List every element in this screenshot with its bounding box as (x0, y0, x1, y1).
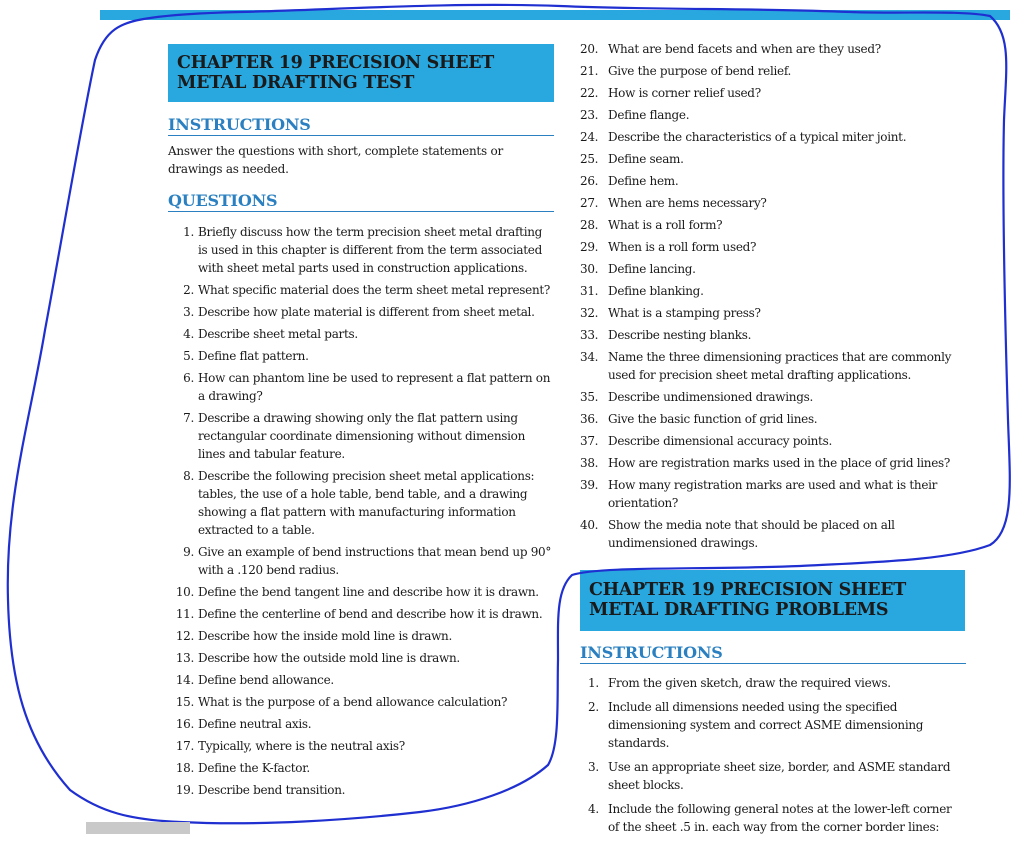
item-number: 31. (580, 284, 599, 298)
page-tab-fragment (86, 822, 190, 834)
list-item (580, 410, 966, 428)
questions-list-left (168, 223, 554, 799)
item-text: Describe how the inside mold line is drawn. (198, 629, 452, 643)
test-instructions-heading: INSTRUCTIONS (168, 115, 554, 136)
item-number: 21. (580, 64, 599, 78)
item-number: 20. (580, 42, 599, 56)
questions-list-right (580, 40, 966, 552)
item-text: What is a roll form? (608, 218, 723, 232)
list-item (170, 715, 554, 733)
item-text: Define seam. (608, 152, 684, 166)
item-text: Give the purpose of bend relief. (608, 64, 792, 78)
list-item (580, 800, 966, 836)
item-number: 40. (580, 518, 599, 532)
problems-title-banner (580, 570, 965, 631)
list-item (170, 759, 554, 777)
list-item (580, 172, 966, 190)
item-number: 28. (580, 218, 599, 232)
item-text: Define the bend tangent line and describe how it is drawn. (198, 585, 539, 599)
item-number: 12. (175, 629, 194, 643)
item-text: Define bend allowance. (198, 673, 334, 687)
list-item (170, 649, 554, 667)
list-item (170, 543, 554, 579)
item-number: 35. (580, 390, 599, 404)
list-item (580, 698, 966, 752)
list-item (170, 303, 554, 321)
problems-instructions-heading: INSTRUCTIONS (580, 643, 966, 664)
problems-instructions-list (580, 674, 966, 836)
item-number: 34. (580, 350, 599, 364)
item-text: How are registration marks used in the place of grid lines? (608, 456, 951, 470)
test-instructions-text: Answer the questions with short, complete statements or drawings as needed. (168, 144, 503, 176)
list-item (580, 128, 966, 146)
item-text: Use an appropriate sheet size, border, and ASME standard sheet blocks. (608, 760, 951, 792)
test-title-line2: METAL DRAFTING TEST (177, 73, 415, 93)
list-item (580, 150, 966, 168)
list-item (170, 409, 554, 463)
item-number: 37. (580, 434, 599, 448)
list-item (580, 326, 966, 344)
list-item (580, 238, 966, 256)
list-item (580, 674, 966, 692)
item-text: What are bend facets and when are they used? (608, 42, 881, 56)
item-number: 2. (588, 700, 599, 714)
list-item (580, 216, 966, 234)
item-text: Describe how plate material is different from sheet metal. (198, 305, 535, 319)
item-number: 19. (175, 783, 194, 797)
item-number: 23. (580, 108, 599, 122)
list-item (170, 223, 554, 277)
item-number: 4. (183, 327, 194, 341)
item-number: 14. (175, 673, 194, 687)
item-number: 32. (580, 306, 599, 320)
item-number: 26. (580, 174, 599, 188)
list-item (580, 304, 966, 322)
list-item (170, 781, 554, 799)
problems-title-line2: METAL DRAFTING PROBLEMS (589, 600, 889, 620)
item-text: When is a roll form used? (608, 240, 757, 254)
item-text: How is corner relief used? (608, 86, 761, 100)
list-item (170, 671, 554, 689)
list-item (580, 84, 966, 102)
list-item (580, 476, 966, 512)
item-number: 30. (580, 262, 599, 276)
item-number: 25. (580, 152, 599, 166)
item-number: 22. (580, 86, 599, 100)
item-text: When are hems necessary? (608, 196, 767, 210)
item-text: Describe a drawing showing only the flat pattern using rectangular coordinate dimensioning without dimension lines and tabular feature. (198, 411, 526, 461)
test-title-line1: CHAPTER 19 PRECISION SHEET (177, 53, 495, 73)
list-item (170, 369, 554, 405)
item-text: Define flange. (608, 108, 690, 122)
item-text: What is the purpose of a bend allowance calculation? (198, 695, 508, 709)
item-text: Describe the following precision sheet metal applications: tables, the use of a hole table, bend table, and a drawing showing a flat pattern with manufacturing information extracted to a table. (198, 469, 535, 537)
list-item (580, 758, 966, 794)
item-text: Describe the characteristics of a typical miter joint. (608, 130, 907, 144)
problems-title-line1: CHAPTER 19 PRECISION SHEET (589, 580, 907, 600)
item-text: Define the centerline of bend and describe how it is drawn. (198, 607, 543, 621)
item-number: 6. (183, 371, 194, 385)
item-text: Define flat pattern. (198, 349, 309, 363)
list-item (170, 737, 554, 755)
item-number: 36. (580, 412, 599, 426)
item-text: Typically, where is the neutral axis? (198, 739, 405, 753)
item-text: Define blanking. (608, 284, 704, 298)
list-item (170, 693, 554, 711)
item-number: 8. (183, 469, 194, 483)
item-number: 4. (588, 802, 599, 816)
list-item (580, 62, 966, 80)
item-text: Describe bend transition. (198, 783, 346, 797)
item-text: How can phantom line be used to represent a flat pattern on a drawing? (198, 371, 551, 403)
list-item (170, 627, 554, 645)
list-item (580, 454, 966, 472)
item-number: 2. (183, 283, 194, 297)
item-number: 29. (580, 240, 599, 254)
right-column (580, 40, 966, 842)
list-item (170, 583, 554, 601)
item-number: 3. (183, 305, 194, 319)
left-column (168, 44, 554, 803)
item-number: 1. (183, 225, 194, 239)
item-text: Give an example of bend instructions that mean bend up 90° with a .120 bend radius. (198, 545, 552, 577)
list-item (170, 325, 554, 343)
item-number: 11. (175, 607, 194, 621)
item-text: Briefly discuss how the term precision sheet metal drafting is used in this chapter is different from the term associated with sheet metal parts used in construction applications. (198, 225, 543, 275)
item-text: What specific material does the term sheet metal represent? (198, 283, 551, 297)
item-number: 17. (175, 739, 194, 753)
item-text: Give the basic function of grid lines. (608, 412, 818, 426)
list-item (170, 281, 554, 299)
item-number: 24. (580, 130, 599, 144)
item-number: 3. (588, 760, 599, 774)
item-number: 38. (580, 456, 599, 470)
list-item (580, 282, 966, 300)
item-text: Describe how the outside mold line is drawn. (198, 651, 460, 665)
item-number: 16. (175, 717, 194, 731)
item-number: 1. (588, 676, 599, 690)
item-number: 13. (175, 651, 194, 665)
item-text: What is a stamping press? (608, 306, 761, 320)
item-number: 15. (175, 695, 194, 709)
item-text: Show the media note that should be placed on all undimensioned drawings. (608, 518, 895, 550)
item-text: Include all dimensions needed using the specified dimensioning system and correct ASME dimensioning standards. (608, 700, 924, 750)
item-number: 33. (580, 328, 599, 342)
item-text: Describe undimensioned drawings. (608, 390, 813, 404)
test-title-banner (168, 44, 554, 102)
list-item (580, 194, 966, 212)
item-text: Define hem. (608, 174, 679, 188)
list-item (170, 605, 554, 623)
item-number: 18. (175, 761, 194, 775)
item-text: Describe dimensional accuracy points. (608, 434, 832, 448)
list-item (580, 260, 966, 278)
item-text: Define the K-factor. (198, 761, 310, 775)
list-item (580, 516, 966, 552)
item-text: Include the following general notes at the lower-left corner of the sheet .5 in. each way from the corner border lines: (608, 802, 952, 834)
item-number: 5. (183, 349, 194, 363)
item-text: How many registration marks are used and what is their orientation? (608, 478, 938, 510)
list-item (580, 432, 966, 450)
top-color-bar (100, 10, 1010, 20)
item-number: 7. (183, 411, 194, 425)
list-item (580, 348, 966, 384)
item-number: 10. (175, 585, 194, 599)
item-text: Describe nesting blanks. (608, 328, 752, 342)
list-item (580, 388, 966, 406)
item-number: 9. (183, 545, 194, 559)
item-number: 27. (580, 196, 599, 210)
item-text: Define lancing. (608, 262, 696, 276)
questions-heading: QUESTIONS (168, 191, 554, 212)
list-item (580, 106, 966, 124)
item-text: Describe sheet metal parts. (198, 327, 358, 341)
item-text: From the given sketch, draw the required views. (608, 676, 891, 690)
item-number: 39. (580, 478, 599, 492)
item-text: Define neutral axis. (198, 717, 312, 731)
item-text: Name the three dimensioning practices that are commonly used for precision sheet metal drafting applications. (608, 350, 952, 382)
list-item (170, 467, 554, 539)
list-item (580, 40, 966, 58)
list-item (170, 347, 554, 365)
